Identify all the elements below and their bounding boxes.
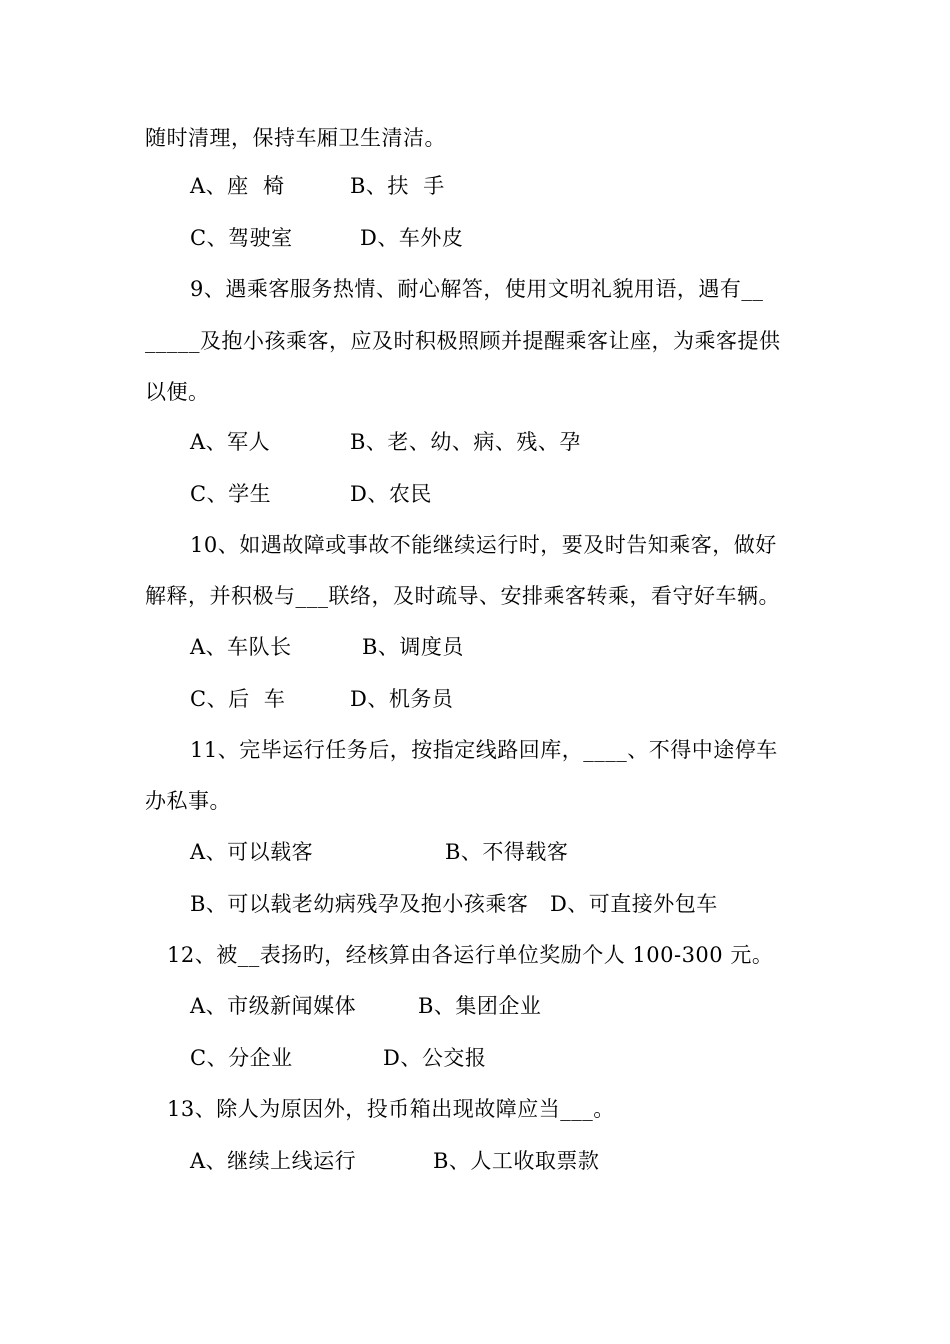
q9-option-b: B、老、幼、病、残、孕 <box>350 430 581 454</box>
q13-option-a: A、继续上线运行 <box>190 1149 357 1173</box>
q9-stem-line3: 以便。 <box>145 380 210 404</box>
q9-option-d: D、农民 <box>350 482 432 506</box>
q8-option-b: B、扶 手 <box>350 174 445 198</box>
q12-option-a: A、市级新闻媒体 <box>190 994 357 1018</box>
q9-option-c: C、学生 <box>190 482 272 506</box>
q13-option-b: B、人工收取票款 <box>433 1149 600 1173</box>
q10-stem-line1: 10、如遇故障或事故不能继续运行时，要及时告知乘客，做好 <box>190 533 777 557</box>
q9-stem-line2: _____及抱小孩乘客，应及时积极照顾并提醒乘客让座，为乘客提供 <box>145 329 781 353</box>
q10-option-c: C、后 车 <box>190 687 286 711</box>
q12-option-d: D、公交报 <box>383 1046 487 1070</box>
q10-option-a: A、车队长 <box>190 635 292 659</box>
q9-stem-line1: 9、遇乘客服务热情、耐心解答，使用文明礼貌用语，遇有__ <box>190 277 764 301</box>
q11-option-b: B、不得载客 <box>445 840 569 864</box>
q8-option-d: D、车外皮 <box>360 226 464 250</box>
q12-option-c: C、分企业 <box>190 1046 293 1070</box>
q10-option-d: D、机务员 <box>350 687 454 711</box>
q13-stem: 13、除人为原因外，投币箱出现故障应当___。 <box>167 1097 615 1121</box>
q10-stem-line2: 解释，并积极与___联络，及时疏导、安排乘客转乘，看守好车辆。 <box>145 584 780 608</box>
q12-stem: 12、被__表扬旳，经核算由各运行单位奖励个人 100-300 元。 <box>167 943 774 967</box>
q9-option-a: A、军人 <box>190 430 271 454</box>
q8-stem-continuation: 随时清理，保持车厢卫生清洁。 <box>145 126 446 150</box>
q12-option-b: B、集团企业 <box>418 994 542 1018</box>
q11-option-a: A、可以载客 <box>190 840 314 864</box>
q11-options-cd: B、可以载老幼病残孕及抱小孩乘客 D、可直接外包车 <box>190 892 718 916</box>
q11-stem-line1: 11、完毕运行任务后，按指定线路回库，____、不得中途停车 <box>190 738 778 762</box>
q8-option-a: A、座 椅 <box>190 174 285 198</box>
q8-option-c: C、驾驶室 <box>190 226 293 250</box>
q10-option-b: B、调度员 <box>362 635 464 659</box>
q11-stem-line2: 办私事。 <box>145 789 231 813</box>
